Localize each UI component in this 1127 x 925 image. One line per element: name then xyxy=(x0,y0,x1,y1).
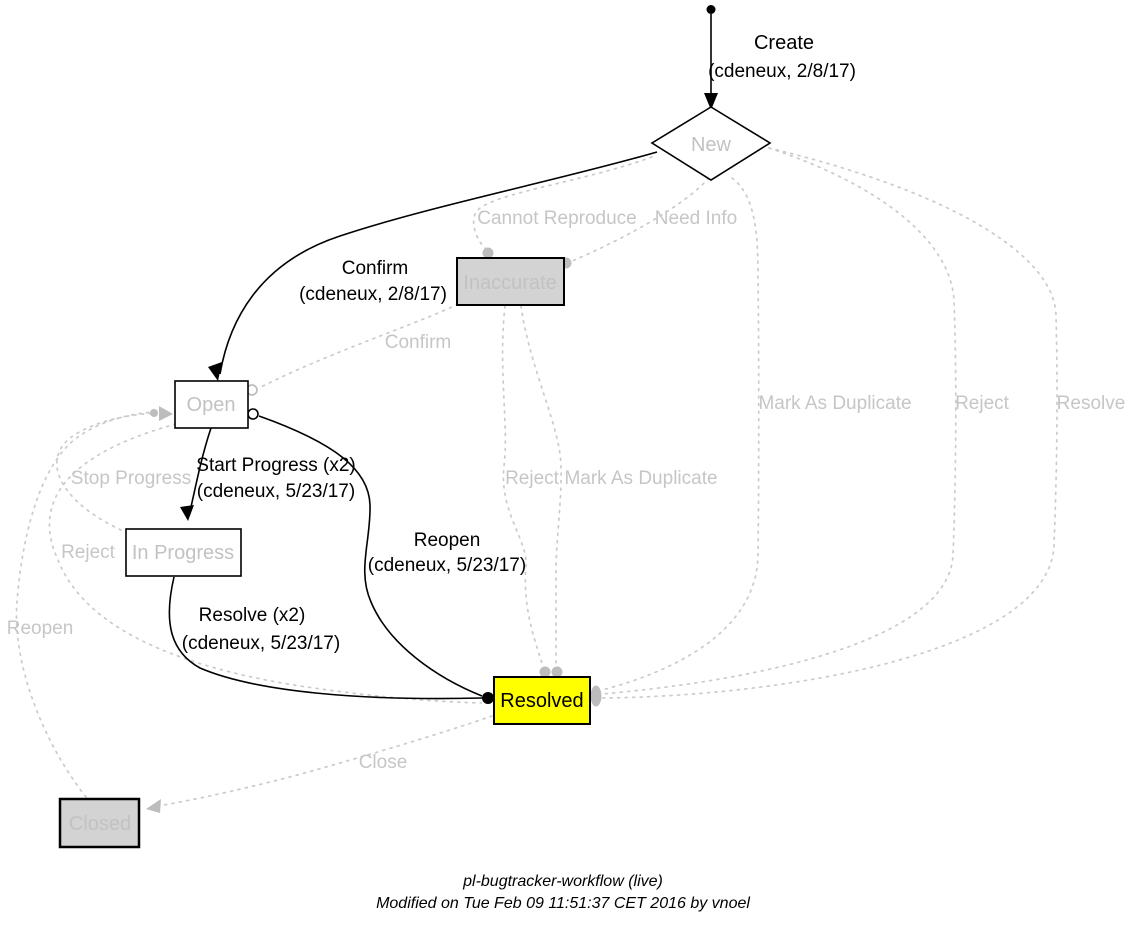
label-close: Close xyxy=(358,752,408,773)
arrowhead-in-progress-top xyxy=(180,505,194,521)
node-open-label: Open xyxy=(186,394,236,416)
label-resolve-taken: Resolve (x2) xyxy=(198,605,306,626)
edge-cannot-reproduce xyxy=(474,157,652,249)
label-confirm-taken: Confirm xyxy=(341,258,409,279)
marker-dot-inaccurate-top-left xyxy=(483,248,494,259)
edge-reject-from-new xyxy=(602,148,956,694)
label-start-progress: Start Progress (x2) xyxy=(196,455,356,476)
node-in-progress-label: In Progress xyxy=(131,542,235,564)
node-resolved-label: Resolved xyxy=(500,690,584,712)
label-reopen-left: Reopen xyxy=(6,618,74,639)
label-resolve-right: Resolve xyxy=(1056,393,1126,414)
label-reject-left: Reject xyxy=(61,542,115,563)
node-new-label: New xyxy=(690,134,732,156)
node-open xyxy=(175,381,248,428)
label-reopen-taken: Reopen xyxy=(413,530,481,551)
start-dot xyxy=(707,5,716,14)
label-resolve-taken-annotation: (cdeneux, 5/23/17) xyxy=(181,633,341,654)
label-reject-mid: Reject xyxy=(505,468,559,489)
marker-circle-open-right xyxy=(248,409,258,419)
footer-modified-line: Modified on Tue Feb 09 11:51:37 CET 2016 by vnoel xyxy=(376,895,750,912)
footer xyxy=(376,873,750,912)
node-new xyxy=(652,107,770,180)
taken-transition-edges xyxy=(169,5,718,704)
arrowhead-open-top xyxy=(208,362,222,381)
taken-transition-labels xyxy=(182,32,856,654)
label-create-annotation: (cdeneux, 2/8/17) xyxy=(708,61,856,82)
label-create: Create xyxy=(753,32,815,54)
label-reopen-taken-annotation: (cdeneux, 5/23/17) xyxy=(367,555,527,576)
label-stop-progress: Stop Progress xyxy=(70,468,192,489)
arrowhead-open-left xyxy=(159,406,173,421)
label-mark-as-duplicate-right: Mark As Duplicate xyxy=(758,393,912,414)
label-cannot-reproduce: Cannot Reproduce xyxy=(477,208,637,229)
label-confirm-taken-annotation: (cdeneux, 2/8/17) xyxy=(299,284,447,305)
edge-resolve-from-new xyxy=(603,148,1057,698)
edge-close xyxy=(158,716,492,806)
node-inaccurate-label: Inaccurate xyxy=(463,272,557,294)
node-closed-label: Closed xyxy=(68,813,132,835)
arrowhead-closed xyxy=(146,799,161,813)
node-inaccurate xyxy=(457,258,564,305)
marker-dot-resolved-top-2 xyxy=(552,667,563,678)
label-confirm-inactive: Confirm xyxy=(384,332,452,353)
node-resolved xyxy=(494,677,590,724)
marker-dot-open-left xyxy=(150,409,158,417)
footer-title: pl-bugtracker-workflow (live) xyxy=(463,873,663,890)
marker-oval-resolved-right xyxy=(591,686,602,707)
label-start-progress-annotation: (cdeneux, 5/23/17) xyxy=(196,481,356,502)
node-closed xyxy=(60,799,139,847)
label-need-info: Need Info xyxy=(654,208,738,229)
node-in-progress xyxy=(126,529,241,576)
label-mark-as-duplicate-mid: Mark As Duplicate xyxy=(564,468,718,489)
label-reject-right: Reject xyxy=(955,393,1009,414)
edge-mark-as-duplicate-from-new xyxy=(602,178,759,690)
marker-dot-resolved-top-1 xyxy=(540,667,551,678)
marker-dot-resolved-left xyxy=(482,692,494,704)
